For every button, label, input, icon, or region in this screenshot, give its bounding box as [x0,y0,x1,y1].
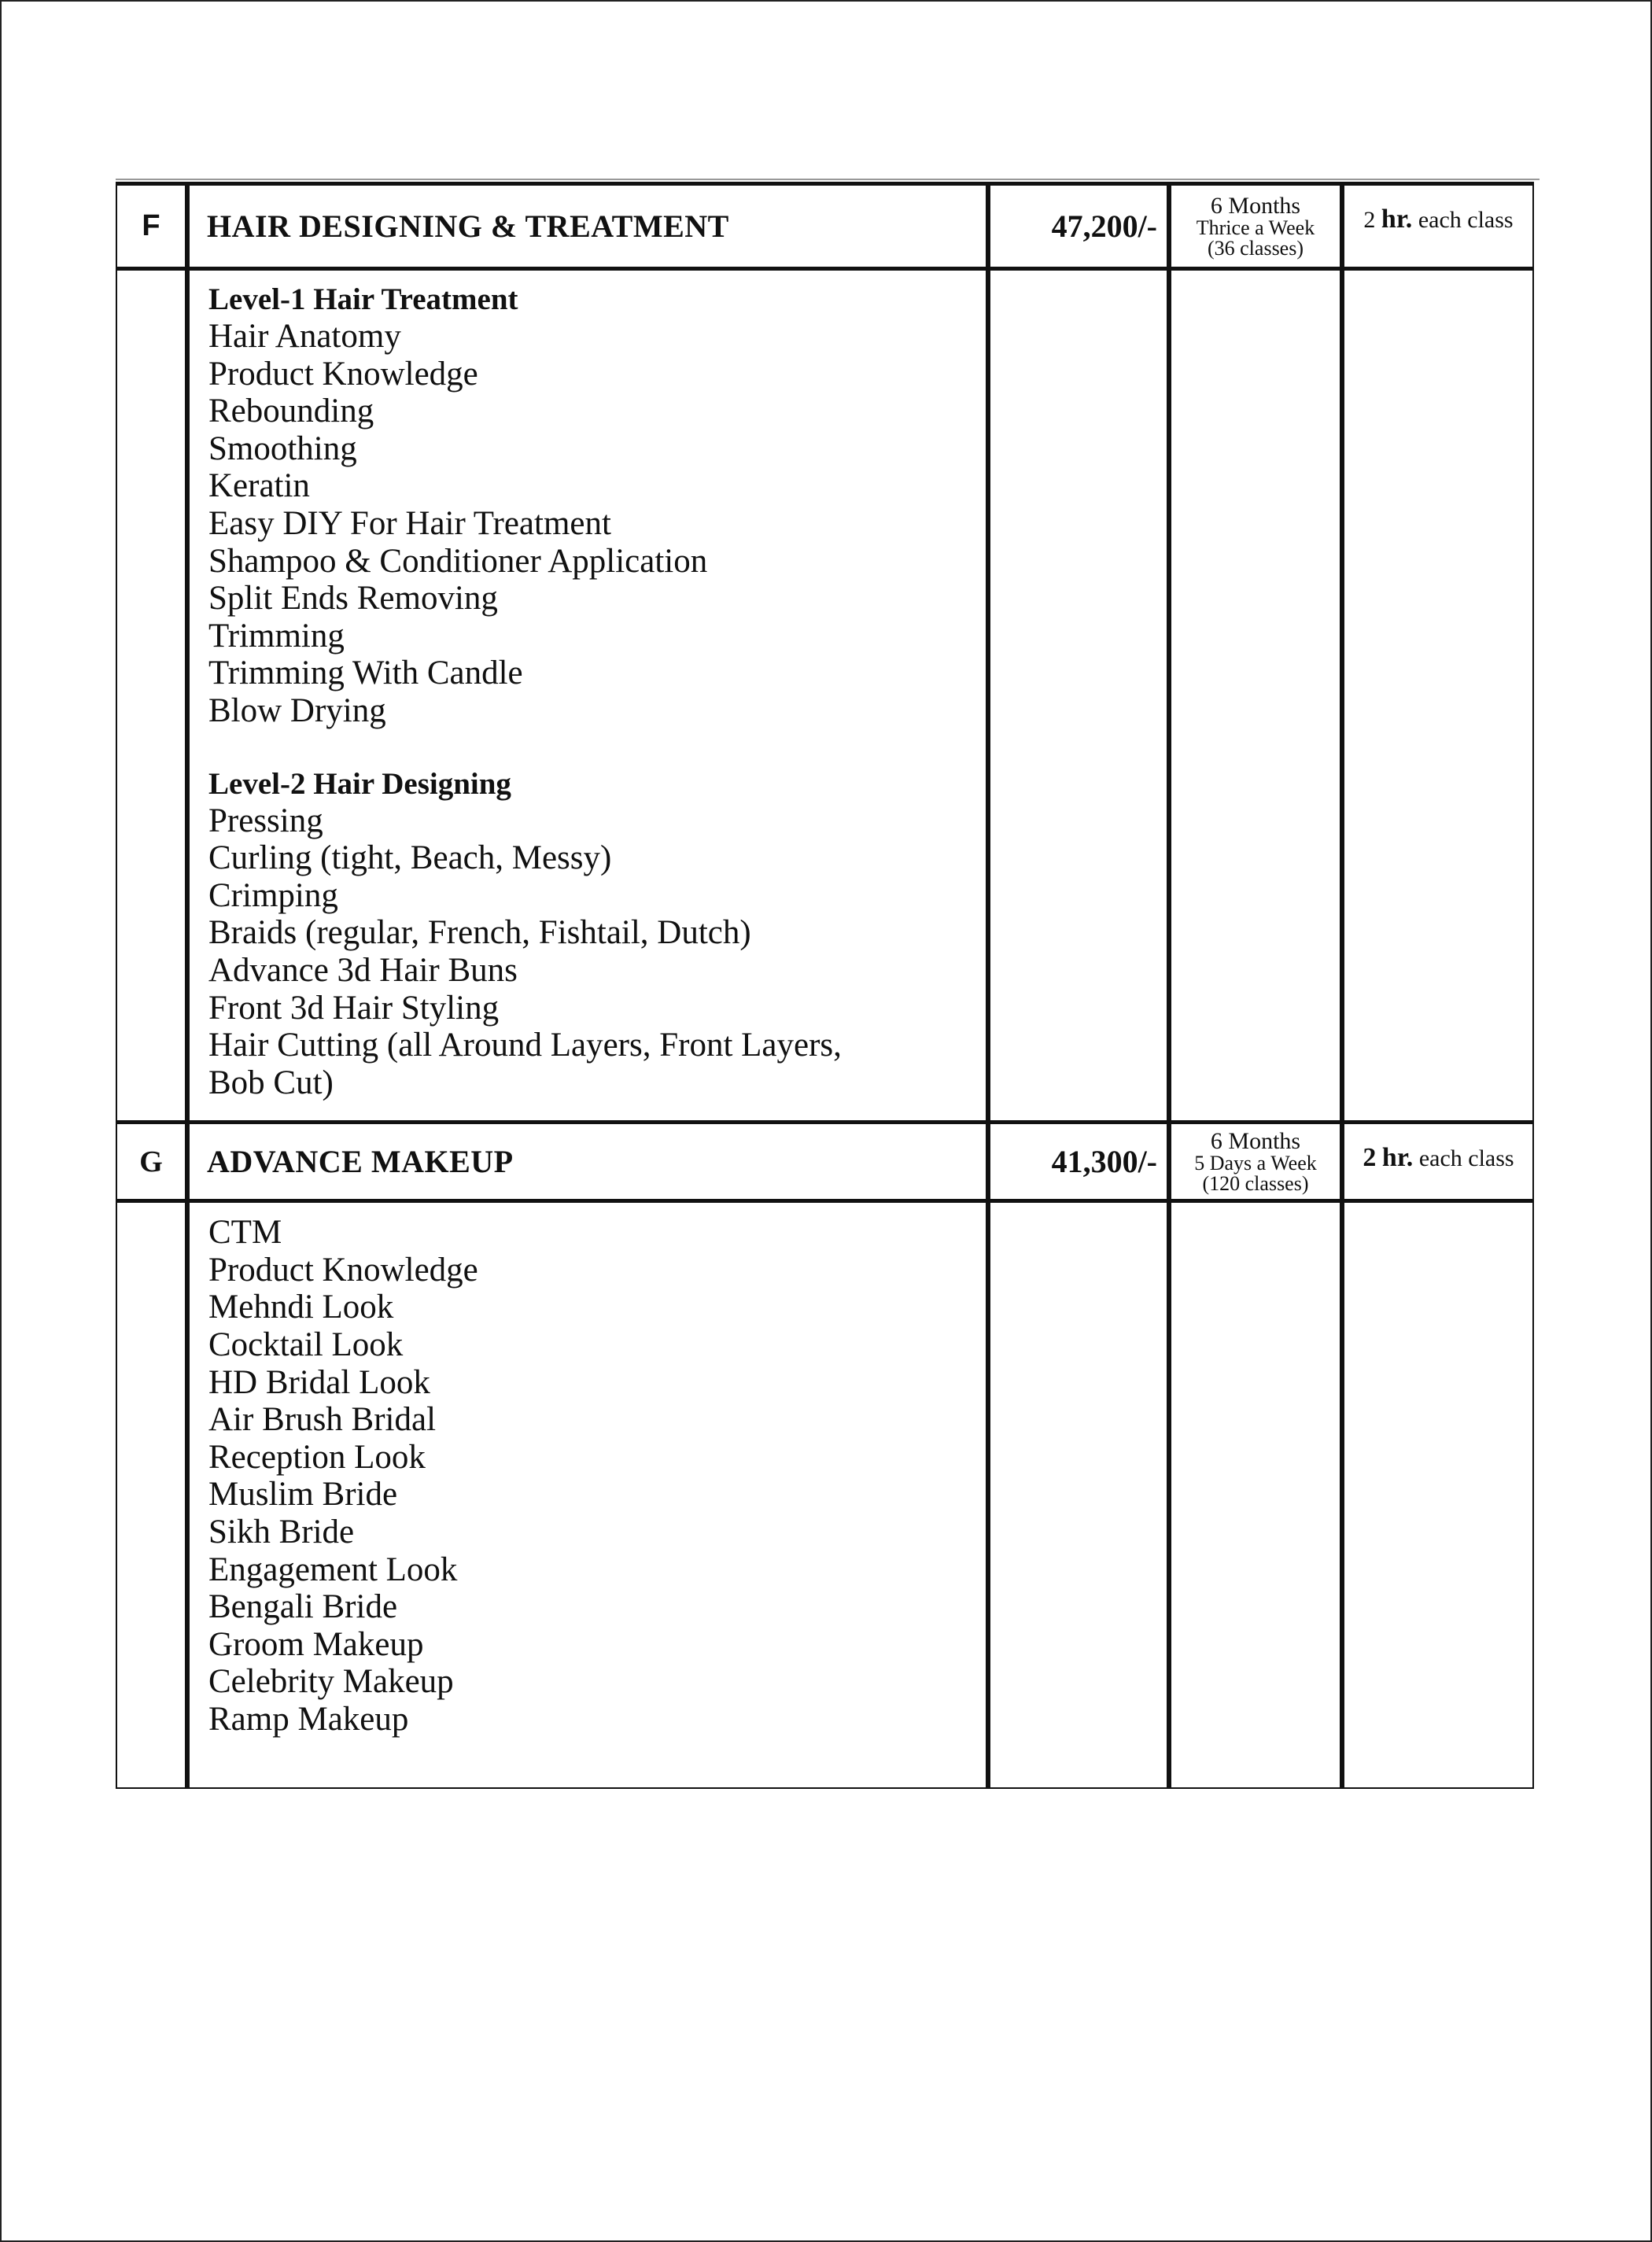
course-body-row [116,1201,1533,1788]
top-rule [116,179,1540,180]
course-timing [1342,184,1533,269]
list-item: Air Brush Bridal [208,1401,437,1439]
course-timing [1342,1123,1533,1201]
list-item: Ramp Makeup [208,1701,409,1738]
timing-unit: hr. [1381,205,1413,234]
list-item: Bengali Bride [208,1588,398,1626]
list-item: Reception Look [208,1438,426,1476]
level-title: Level-2 Hair Designing [208,766,511,801]
list-item: Trimming [208,617,345,655]
list-item: Shampoo & Conditioner Application [208,542,708,580]
course-header-row [116,1123,1533,1201]
course-code: G [116,1123,187,1201]
course-body-row [116,269,1533,1123]
list-item: Groom Makeup [208,1625,424,1663]
level-title: Level-1 Hair Treatment [208,282,518,316]
course-title: ADVANCE MAKEUP [187,1123,988,1201]
list-item: Braids (regular, French, Fishtail, Dutch) [208,914,751,952]
list-item: Mehndi Look [208,1289,394,1326]
course-duration [1169,1123,1342,1201]
list-item: Crimping [208,876,338,914]
list-item: Celebrity Makeup [208,1663,454,1701]
course-fee: 41,300/- [988,1123,1169,1201]
duration-frequency: 5 Days a Week [1194,1151,1317,1174]
duration-classes: (120 classes) [1202,1171,1309,1195]
list-item: Bob Cut) [208,1064,334,1101]
list-item: Pressing [208,802,323,839]
course-table [116,182,1534,1789]
list-item: CTM [208,1214,282,1252]
course-duration [1169,184,1342,269]
timing-hours: 2 [1363,1143,1377,1173]
list-item: Hair Anatomy [208,318,401,355]
duration-classes: (36 classes) [1207,236,1304,260]
timing-suffix: each class [1418,1145,1514,1172]
list-item: Cocktail Look [208,1326,404,1364]
list-item: Engagement Look [208,1551,458,1588]
list-item: Trimming With Candle [208,655,523,692]
list-item: Smoothing [208,430,357,467]
list-item: Front 3d Hair Styling [208,989,500,1027]
list-item: HD Bridal Look [208,1363,430,1401]
duration-frequency: Thrice a Week [1196,216,1315,239]
list-item: Product Knowledge [208,1251,478,1289]
duration-months: 6 Months [1210,192,1301,219]
course-code: F [116,184,187,269]
course-fee: 47,200/- [988,184,1169,269]
course-syllabus [187,269,988,1123]
list-item: Keratin [208,467,310,505]
duration-months: 6 Months [1210,1127,1301,1154]
list-item: Product Knowledge [208,355,478,393]
course-syllabus [187,1201,988,1788]
list-item: Rebounding [208,393,374,430]
timing-suffix: each class [1418,207,1514,233]
list-item: Advance 3d Hair Buns [208,951,518,989]
list-item: Easy DIY For Hair Treatment [208,504,611,542]
timing-hours: 2 [1363,207,1376,233]
list-item: Muslim Bride [208,1476,398,1514]
list-item: Split Ends Removing [208,580,498,618]
timing-unit: hr. [1381,1143,1414,1173]
course-title: HAIR DESIGNING & TREATMENT [187,184,988,269]
list-item: Sikh Bride [208,1514,355,1551]
list-item: Hair Cutting (all Around Layers, Front Layers, [208,1027,842,1064]
course-header-row [116,184,1533,269]
list-item: Blow Drying [208,691,386,729]
list-item: Curling (tight, Beach, Messy) [208,839,612,877]
